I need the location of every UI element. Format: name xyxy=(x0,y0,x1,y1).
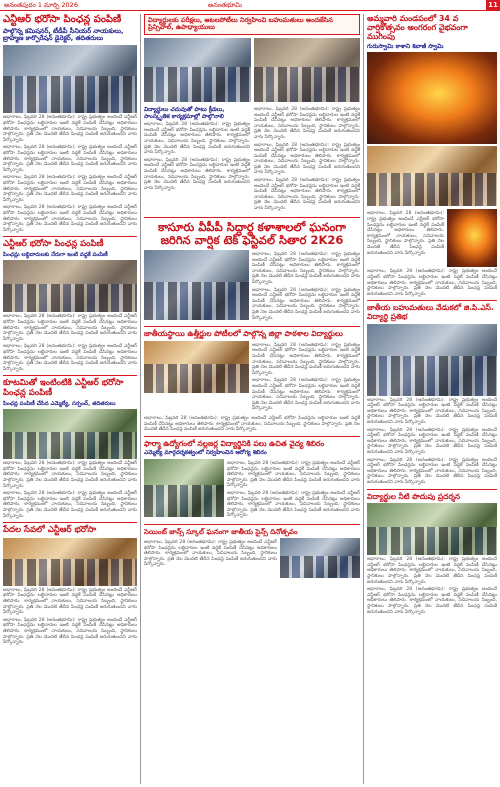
feature-headline: కాసూరు వీపీపీ సిద్ధార్థ కళాశాలలో ఘనంగా జరిగిన వార్షిక టెక్ ఫెస్టివల్ సితార 2K26 xyxy=(158,219,346,247)
left-column xyxy=(3,14,137,784)
news-photo xyxy=(367,146,497,206)
column-divider xyxy=(363,14,364,784)
center-column xyxy=(144,14,360,784)
headline: ఎన్టీఆర్ భరోసా పింఛన్ల పంపిణీ xyxy=(3,14,122,25)
article-body: ఆధారాలు, ఫిబ్రవరి 28 (అనంతభూమి): రాష్ట్ర ప్రభుత్వం అందించే ఎన్టీఆర్ భరోసా పింఛన్లను లబ్ధిదారుల ఇంటి వద్దకే పంపిణీ చేసినట్లు అధికారులు తెలిపారు. కార్యక్రమంలో నాయకులు, సచివాలయ సిబ్బంది, స్థానికులు పాల్గొన్నారు. ప్రతి నెల మొదటి తేదీన పింఛన్ల పంపిణీ జరుగుతుందని వారు పేర్కొన్నారు. xyxy=(367,427,497,456)
subheadline: గురుస్వామి కాశాని శివాజీ స్వామి xyxy=(367,42,444,50)
article-body: ఆధారాలు, ఫిబ్రవరి 28 (అనంతభూమి): రాష్ట్ర ప్రభుత్వం అందించే ఎన్టీఆర్ భరోసా పింఛన్లను లబ్ధిదారుల ఇంటి వద్దకే పంపిణీ చేసినట్లు అధికారులు తెలిపారు. కార్యక్రమంలో నాయకులు, సచివాలయ సిబ్బంది, స్థానికులు పాల్గొన్నారు. ప్రతి నెల మొదటి తేదీన పింఛన్ల పంపిణీ జరుగుతుందని వారు పేర్కొన్నారు. xyxy=(3,461,137,489)
news-photo xyxy=(367,52,497,144)
news-photo xyxy=(144,459,224,517)
column-divider xyxy=(140,14,141,784)
headline: సెయింట్ జాన్స్ స్కూల్ ఘనంగా జాతీయ సైన్స్ దినోత్సవం xyxy=(144,527,298,536)
article-body: ఆధారాలు, ఫిబ్రవరి 28 (అనంతభూమి): రాష్ట్ర ప్రభుత్వం అందించే ఎన్టీఆర్ భరోసా పింఛన్లను లబ్ధిదారుల ఇంటి వద్దకే పంపిణీ చేసినట్లు అధికారులు తెలిపారు. కార్యక్రమంలో నాయకులు, సచివాలయ సిబ్బంది, స్థానికులు పాల్గొన్నారు. ప్రతి నెల మొదటి తేదీన పింఛన్ల పంపిణీ జరుగుతుందని వారు పేర్కొన్నారు. xyxy=(367,211,444,256)
news-photo xyxy=(254,38,361,102)
news-photo xyxy=(280,538,360,578)
article-body: ఆధారాలు, ఫిబ్రవరి 28 (అనంతభూమి): రాష్ట్ర ప్రభుత్వం అందించే ఎన్టీఆర్ భరోసా పింఛన్లను లబ్ధిదారుల ఇంటి వద్దకే పంపిణీ చేసినట్లు అధికారులు తెలిపారు. కార్యక్రమంలో నాయకులు, సచివాలయ సిబ్బంది, స్థానికులు పాల్గొన్నారు. ప్రతి నెల మొదటి తేదీన పింఛన్ల పంపిణీ జరుగుతుందని వారు పేర్కొన్నారు. xyxy=(3,314,137,342)
headline: విద్యార్థుల నీటి పొదుపు ప్రదర్శన xyxy=(367,491,461,501)
paper-name: అనంతభూమి xyxy=(208,1,243,9)
article-body: ఆధారాలు, ఫిబ్రవరి 28 (అనంతభూమి): రాష్ట్ర ప్రభుత్వం అందించే ఎన్టీఆర్ భరోసా పింఛన్లను లబ్ధిదారుల ఇంటి వద్దకే పంపిణీ చేసినట్లు అధికారులు తెలిపారు. కార్యక్రమంలో నాయకులు, సచివాలయ సిబ్బంది, స్థానికులు పాల్గొన్నారు. ప్రతి నెల మొదటి తేదీన పింఛన్ల పంపిణీ జరుగుతుందని వారు పేర్కొన్నారు. xyxy=(144,157,250,191)
headline: పేదల సేవలో ఎన్టీఆర్ భరోసా xyxy=(3,525,97,536)
news-photo xyxy=(367,324,497,396)
article-body: ఆధారాలు, ఫిబ్రవరి 28 (అనంతభూమి): రాష్ట్ర ప్రభుత్వం అందించే ఎన్టీఆర్ భరోసా పింఛన్లను లబ్ధిదారుల ఇంటి వద్దకే పంపిణీ చేసినట్లు అధికారులు తెలిపారు. కార్యక్రమంలో నాయకులు, సచివాలయ సిబ్బంది, స్థానికులు పాల్గొన్నారు. ప్రతి నెల మొదటి తేదీన పింఛన్ల పంపిణీ జరుగుతుందని వారు పేర్కొన్నారు. xyxy=(367,587,497,615)
news-photo xyxy=(144,341,249,393)
article-body: ఆధారాలు, ఫిబ్రవరి 28 (అనంతభూమి): రాష్ట్ర ప్రభుత్వం అందించే ఎన్టీఆర్ భరోసా పింఛన్లను లబ్ధిదారుల ఇంటి వద్దకే పంపిణీ చేసినట్లు అధికారులు తెలిపారు. కార్యక్రమంలో నాయకులు, సచివాలయ సిబ్బంది, స్థానికులు పాల్గొన్నారు. ప్రతి నెల మొదటి తేదీన పింఛన్ల పంపిణీ జరుగుతుందని వారు పేర్కొన్నారు. xyxy=(144,539,277,568)
subheadline: పింఛన్ల పంపిణీ చేసిన ఎమ్మెల్యే, సర్పంచ్, తదితరులు xyxy=(3,400,116,407)
article-body: ఆధారాలు, ఫిబ్రవరి 28 (అనంతభూమి): రాష్ట్ర ప్రభుత్వం అందించే ఎన్టీఆర్ భరోసా పింఛన్లను లబ్ధిదారుల ఇంటి వద్దకే పంపిణీ చేసినట్లు అధికారులు తెలిపారు. కార్యక్రమంలో నాయకులు, సచివాలయ సిబ్బంది, స్థానికులు పాల్గొన్నారు. ప్రతి నెల మొదటి తేదీన పింఛన్ల పంపిణీ జరుగుతుందని వారు పేర్కొన్నారు. xyxy=(3,175,137,203)
article-body: ఆధారాలు, ఫిబ్రవరి 28 (అనంతభూమి): రాష్ట్ర ప్రభుత్వం అందించే ఎన్టీఆర్ భరోసా పింఛన్లను లబ్ధిదారుల ఇంటి వద్దకే పంపిణీ చేసినట్లు అధికారులు తెలిపారు. కార్యక్రమంలో నాయకులు, సచివాలయ సిబ్బంది, స్థానికులు పాల్గొన్నారు. ప్రతి నెల మొదటి తేదీన పింఛన్ల పంపిణీ జరుగుతుందని వారు పేర్కొన్నారు. xyxy=(3,491,137,519)
news-photo xyxy=(367,503,497,555)
news-photo xyxy=(3,409,137,459)
article-body: ఆధారాలు, ఫిబ్రవరి 28 (అనంతభూమి): రాష్ట్ర ప్రభుత్వం అందించే ఎన్టీఆర్ భరోసా పింఛన్లను లబ్ధిదారుల ఇంటి వద్దకే పంపిణీ చేసినట్లు అధికారులు తెలిపారు. కార్యక్రమంలో నాయకులు, సచివాలయ సిబ్బంది, స్థానికులు పాల్గొన్నారు. ప్రతి నెల మొదటి తేదీన పింఛన్ల పంపిణీ జరుగుతుందని వారు పేర్కొన్నారు. xyxy=(252,342,360,376)
article-body: ఆధారాలు, ఫిబ్రవరి 28 (అనంతభూమి): రాష్ట్ర ప్రభుత్వం అందించే ఎన్టీఆర్ భరోసా పింఛన్లను లబ్ధిదారుల ఇంటి వద్దకే పంపిణీ చేసినట్లు అధికారులు తెలిపారు. కార్యక్రమంలో నాయకులు, సచివాలయ సిబ్బంది, స్థానికులు పాల్గొన్నారు. ప్రతి నెల మొదటి తేదీన పింఛన్ల పంపిణీ జరుగుతుందని వారు పేర్కొన్నారు. xyxy=(3,115,137,143)
article-body: ఆధారాలు, ఫిబ్రవరి 28 (అనంతభూమి): రాష్ట్ర ప్రభుత్వం అందించే ఎన్టీఆర్ భరోసా పింఛన్లను లబ్ధిదారుల ఇంటి వద్దకే పంపిణీ చేసినట్లు అధికారులు తెలిపారు. కార్యక్రమంలో నాయకులు, సచివాలయ సిబ్బంది, స్థానికులు పాల్గొన్నారు. ప్రతి నెల మొదటి తేదీన పింఛన్ల పంపిణీ జరుగుతుందని వారు పేర్కొన్నారు. xyxy=(252,378,360,412)
top-banner: విద్యార్థులకు పరీక్షలు, ఆటలపోటీలు నిర్వహించి బహుమతులు అందజేసిన ప్రిన్సిపాల్, ఉపాధ్యాయులు xyxy=(144,14,360,35)
headline: అమ్మవారి మండపంలో 34 వ వార్షికోత్సవం అంగరంగ వైభవంగా ముగింపు xyxy=(367,14,468,42)
subheadline: పింఛన్లు లబ్ధిదారులకు నేరుగా ఇంటి వద్దకే పంపిణీ xyxy=(3,252,108,259)
news-photo xyxy=(3,538,137,586)
subheadline: పాల్గొన్న కమిషనర్, టీడీపీ సీనియర్ నాయకులు, బ్రాహ్మణ కార్పొరేషన్ డైరెక్టర్, తదితరులు xyxy=(3,26,124,42)
page-number: 11 xyxy=(486,0,500,10)
article-body: ఆధారాలు, ఫిబ్రవరి 28 (అనంతభూమి): రాష్ట్ర ప్రభుత్వం అందించే ఎన్టీఆర్ భరోసా పింఛన్లను లబ్ధిదారుల ఇంటి వద్దకే పంపిణీ చేసినట్లు అధికారులు తెలిపారు. కార్యక్రమంలో నాయకులు, సచివాలయ సిబ్బంది, స్థానికులు పాల్గొన్నారు. ప్రతి నెల మొదటి తేదీన పింఛన్ల పంపిణీ జరుగుతుందని వారు పేర్కొన్నారు. xyxy=(252,252,360,286)
subheadline: ఎమ్మెల్యే మార్గదర్శకత్వంలో నిర్వహించిన ఆరోగ్య శిబిరం xyxy=(144,450,267,457)
article-body: ఆధారాలు, ఫిబ్రవరి 28 (అనంతభూమి): రాష్ట్ర ప్రభుత్వం అందించే ఎన్టీఆర్ భరోసా పింఛన్లను లబ్ధిదారుల ఇంటి వద్దకే పంపిణీ చేసినట్లు అధికారులు తెలిపారు. కార్యక్రమంలో నాయకులు, సచివాలయ సిబ్బంది, స్థానికులు పాల్గొన్నారు. ప్రతి నెల మొదటి తేదీన పింఛన్ల పంపిణీ జరుగుతుందని వారు పేర్కొన్నారు. xyxy=(144,122,250,156)
article-body: ఆధారాలు, ఫిబ్రవరి 28 (అనంతభూమి): రాష్ట్ర ప్రభుత్వం అందించే ఎన్టీఆర్ భరోసా పింఛన్లను లబ్ధిదారుల ఇంటి వద్దకే పంపిణీ చేసినట్లు అధికారులు తెలిపారు. కార్యక్రమంలో నాయకులు, సచివాలయ సిబ్బంది, స్థానికులు పాల్గొన్నారు. ప్రతి నెల మొదటి తేదీన పింఛన్ల పంపిణీ జరుగుతుందని వారు పేర్కొన్నారు. xyxy=(254,106,360,140)
news-photo xyxy=(3,260,137,312)
article-body: ఆధారాలు, ఫిబ్రవరి 28 (అనంతభూమి): రాష్ట్ర ప్రభుత్వం అందించే ఎన్టీఆర్ భరోసా పింఛన్లను లబ్ధిదారుల ఇంటి వద్దకే పంపిణీ చేసినట్లు అధికారులు తెలిపారు. కార్యక్రమంలో నాయకులు, సచివాలయ సిబ్బంది, స్థానికులు పాల్గొన్నారు. ప్రతి నెల మొదటి తేదీన పింఛన్ల పంపిణీ జరుగుతుందని వారు పేర్కొన్నారు. xyxy=(3,587,137,616)
headline: జాతీయ బహుమతులు వేడుకలో జి.పి.ఎస్. విద్యార్థి ప్రతిభ xyxy=(367,303,494,322)
article-body: ఆధారాలు, ఫిబ్రవరి 28 (అనంతభూమి): రాష్ట్ర ప్రభుత్వం అందించే ఎన్టీఆర్ భరోసా పింఛన్లను లబ్ధిదారుల ఇంటి వద్దకే పంపిణీ చేసినట్లు అధికారులు తెలిపారు. కార్యక్రమంలో నాయకులు, సచివాలయ సిబ్బంది, స్థానికులు పాల్గొన్నారు. ప్రతి నెల మొదటి తేదీన పింఛన్ల పంపిణీ జరుగుతుందని వారు పేర్కొన్నారు. xyxy=(3,205,137,233)
news-photo xyxy=(144,38,251,102)
news-photo xyxy=(447,209,497,267)
article-body: ఆధారాలు, ఫిబ్రవరి 28 (అనంతభూమి): రాష్ట్ర ప్రభుత్వం అందించే ఎన్టీఆర్ భరోసా పింఛన్లను లబ్ధిదారుల ఇంటి వద్దకే పంపిణీ చేసినట్లు అధికారులు తెలిపారు. కార్యక్రమంలో నాయకులు, సచివాలయ సిబ్బంది, స్థానికులు పాల్గొన్నారు. ప్రతి నెల మొదటి తేదీన పింఛన్ల పంపిణీ జరుగుతుందని వారు పేర్కొన్నారు. xyxy=(367,457,497,485)
article-body: ఆధారాలు, ఫిబ్రవరి 28 (అనంతభూమి): రాష్ట్ర ప్రభుత్వం అందించే ఎన్టీఆర్ భరోసా పింఛన్లను లబ్ధిదారుల ఇంటి వద్దకే పంపిణీ చేసినట్లు అధికారులు తెలిపారు. కార్యక్రమంలో నాయకులు, సచివాలయ సిబ్బంది, స్థానికులు పాల్గొన్నారు. ప్రతి నెల మొదటి తేదీన పింఛన్ల పంపిణీ జరుగుతుందని వారు పేర్కొన్నారు. xyxy=(3,344,137,372)
article-body: ఆధారాలు, ఫిబ్రవరి 28 (అనంతభూమి): రాష్ట్ర ప్రభుత్వం అందించే ఎన్టీఆర్ భరోసా పింఛన్లను లబ్ధిదారుల ఇంటి వద్దకే పంపిణీ చేసినట్లు అధికారులు తెలిపారు. కార్యక్రమంలో నాయకులు, సచివాలయ సిబ్బంది, స్థానికులు పాల్గొన్నారు. ప్రతి నెల మొదటి తేదీన పింఛన్ల పంపిణీ జరుగుతుందని వారు పేర్కొన్నారు. xyxy=(144,415,360,433)
article-body: ఆధారాలు, ఫిబ్రవరి 28 (అనంతభూమి): రాష్ట్ర ప్రభుత్వం అందించే ఎన్టీఆర్ భరోసా పింఛన్లను లబ్ధిదారుల ఇంటి వద్దకే పంపిణీ చేసినట్లు అధికారులు తెలిపారు. కార్యక్రమంలో నాయకులు, సచివాలయ సిబ్బంది, స్థానికులు పాల్గొన్నారు. ప్రతి నెల మొదటి తేదీన పింఛన్ల పంపిణీ జరుగుతుందని వారు పేర్కొన్నారు. xyxy=(254,142,360,176)
article-body: ఆధారాలు, ఫిబ్రవరి 28 (అనంతభూమి): రాష్ట్ర ప్రభుత్వం అందించే ఎన్టీఆర్ భరోసా పింఛన్లను లబ్ధిదారుల ఇంటి వద్దకే పంపిణీ చేసినట్లు అధికారులు తెలిపారు. కార్యక్రమంలో నాయకులు, సచివాలయ సిబ్బంది, స్థానికులు పాల్గొన్నారు. ప్రతి నెల మొదటి తేదీన పింఛన్ల పంపిణీ జరుగుతుందని వారు పేర్కొన్నారు. xyxy=(254,178,360,212)
headline: జాతీయస్థాయి ఉత్తీర్ణుల పోటీలలో పాల్గొన్న జిల్లా పాఠశాల విద్యార్థులు xyxy=(144,329,343,339)
edition-date: అనంతపురం 1 మార్చి 2026 xyxy=(4,1,78,9)
subheadline: విద్యార్థులు చదువుతో పాటు క్రీడలు, సాంస్కృతిక కార్యక్రమాల్లో పాల్గొనాలి xyxy=(144,106,225,120)
masthead xyxy=(0,0,500,11)
right-column xyxy=(367,14,497,784)
article-body: ఆధారాలు, ఫిబ్రవరి 28 (అనంతభూమి): రాష్ట్ర ప్రభుత్వం అందించే ఎన్టీఆర్ భరోసా పింఛన్లను లబ్ధిదారుల ఇంటి వద్దకే పంపిణీ చేసినట్లు అధికారులు తెలిపారు. కార్యక్రమంలో నాయకులు, సచివాలయ సిబ్బంది, స్థానికులు పాల్గొన్నారు. ప్రతి నెల మొదటి తేదీన పింఛన్ల పంపిణీ జరుగుతుందని వారు పేర్కొన్నారు. xyxy=(367,397,497,426)
article-body: ఆధారాలు, ఫిబ్రవరి 28 (అనంతభూమి): రాష్ట్ర ప్రభుత్వం అందించే ఎన్టీఆర్ భరోసా పింఛన్లను లబ్ధిదారుల ఇంటి వద్దకే పంపిణీ చేసినట్లు అధికారులు తెలిపారు. కార్యక్రమంలో నాయకులు, సచివాలయ సిబ్బంది, స్థానికులు పాల్గొన్నారు. ప్రతి నెల మొదటి తేదీన పింఛన్ల పంపిణీ జరుగుతుందని వారు పేర్కొన్నారు. xyxy=(367,269,497,297)
article-body: ఆధారాలు, ఫిబ్రవరి 28 (అనంతభూమి): రాష్ట్ర ప్రభుత్వం అందించే ఎన్టీఆర్ భరోసా పింఛన్లను లబ్ధిదారుల ఇంటి వద్దకే పంపిణీ చేసినట్లు అధికారులు తెలిపారు. కార్యక్రమంలో నాయకులు, సచివాలయ సిబ్బంది, స్థానికులు పాల్గొన్నారు. ప్రతి నెల మొదటి తేదీన పింఛన్ల పంపిణీ జరుగుతుందని వారు పేర్కొన్నారు. xyxy=(3,145,137,173)
headline: కూటమితో ఇంటింటికి ఎన్టీఆర్ భరోసా పింఛన్ల పంపిణీ xyxy=(3,378,124,399)
article-body: ఆధారాలు, ఫిబ్రవరి 28 (అనంతభూమి): రాష్ట్ర ప్రభుత్వం అందించే ఎన్టీఆర్ భరోసా పింఛన్లను లబ్ధిదారుల ఇంటి వద్దకే పంపిణీ చేసినట్లు అధికారులు తెలిపారు. కార్యక్రమంలో నాయకులు, సచివాలయ సిబ్బంది, స్థానికులు పాల్గొన్నారు. ప్రతి నెల మొదటి తేదీన పింఛన్ల పంపిణీ జరుగుతుందని వారు పేర్కొన్నారు. xyxy=(252,287,360,321)
article-body: ఆధారాలు, ఫిబ్రవరి 28 (అనంతభూమి): రాష్ట్ర ప్రభుత్వం అందించే ఎన్టీఆర్ భరోసా పింఛన్లను లబ్ధిదారుల ఇంటి వద్దకే పంపిణీ చేసినట్లు అధికారులు తెలిపారు. కార్యక్రమంలో నాయకులు, సచివాలయ సిబ్బంది, స్థానికులు పాల్గొన్నారు. ప్రతి నెల మొదటి తేదీన పింఛన్ల పంపిణీ జరుగుతుందని వారు పేర్కొన్నారు. xyxy=(3,617,137,646)
headline: ఫార్మా ఉద్యోగంలో నల్లజర్ల విద్యార్థినికి పలు ఉచిత వైద్య శిబిరం xyxy=(144,438,325,448)
article-body: ఆధారాలు, ఫిబ్రవరి 28 (అనంతభూమి): రాష్ట్ర ప్రభుత్వం అందించే ఎన్టీఆర్ భరోసా పింఛన్లను లబ్ధిదారుల ఇంటి వద్దకే పంపిణీ చేసినట్లు అధికారులు తెలిపారు. కార్యక్రమంలో నాయకులు, సచివాలయ సిబ్బంది, స్థానికులు పాల్గొన్నారు. ప్రతి నెల మొదటి తేదీన పింఛన్ల పంపిణీ జరుగుతుందని వారు పేర్కొన్నారు. xyxy=(227,490,360,519)
news-photo xyxy=(3,45,137,113)
news-photo xyxy=(144,250,249,320)
article-body: ఆధారాలు, ఫిబ్రవరి 28 (అనంతభూమి): రాష్ట్ర ప్రభుత్వం అందించే ఎన్టీఆర్ భరోసా పింఛన్లను లబ్ధిదారుల ఇంటి వద్దకే పంపిణీ చేసినట్లు అధికారులు తెలిపారు. కార్యక్రమంలో నాయకులు, సచివాలయ సిబ్బంది, స్థానికులు పాల్గొన్నారు. ప్రతి నెల మొదటి తేదీన పింఛన్ల పంపిణీ జరుగుతుందని వారు పేర్కొన్నారు. xyxy=(367,557,497,585)
article-body: ఆధారాలు, ఫిబ్రవరి 28 (అనంతభూమి): రాష్ట్ర ప్రభుత్వం అందించే ఎన్టీఆర్ భరోసా పింఛన్లను లబ్ధిదారుల ఇంటి వద్దకే పంపిణీ చేసినట్లు అధికారులు తెలిపారు. కార్యక్రమంలో నాయకులు, సచివాలయ సిబ్బంది, స్థానికులు పాల్గొన్నారు. ప్రతి నెల మొదటి తేదీన పింఛన్ల పంపిణీ జరుగుతుందని వారు పేర్కొన్నారు. xyxy=(227,461,360,489)
headline: ఎన్టీఆర్ భరోసా పింఛన్ల పంపిణీ xyxy=(3,239,104,250)
